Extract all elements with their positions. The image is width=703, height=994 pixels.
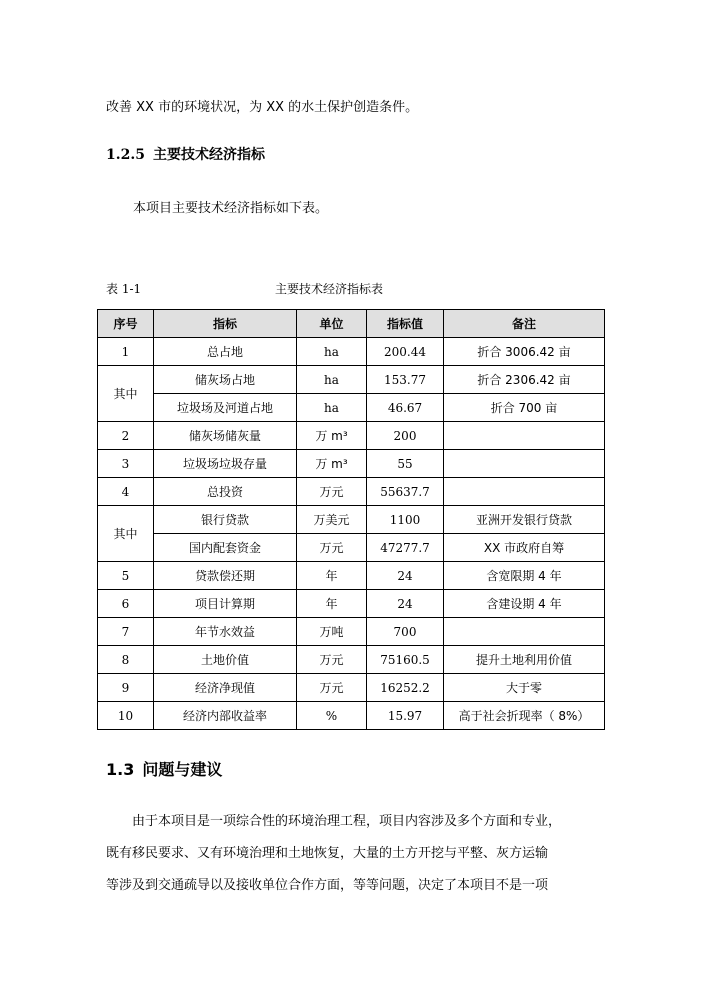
unit-cell: 万 m³ bbox=[297, 450, 367, 478]
group-label: 其中 bbox=[98, 506, 154, 562]
unit-cell: 万 m³ bbox=[297, 422, 367, 450]
section-title: 主要技术经济指标 bbox=[152, 147, 265, 163]
section-title: 问题与建议 bbox=[142, 760, 223, 779]
unit-cell: 万吨 bbox=[297, 618, 367, 646]
unit-cell: ha bbox=[297, 394, 367, 422]
unit-cell: 万元 bbox=[297, 534, 367, 562]
table-row bbox=[98, 646, 605, 674]
row-number: 1 bbox=[98, 338, 154, 366]
section-1-3-paragraph bbox=[106, 806, 598, 902]
value-cell: 46.67 bbox=[367, 394, 444, 422]
table-header-row bbox=[98, 310, 605, 338]
table-row bbox=[98, 338, 605, 366]
indicator-name: 项目计算期 bbox=[154, 590, 297, 618]
section-number: 1.2.5 bbox=[106, 147, 145, 163]
row-number: 6 bbox=[98, 590, 154, 618]
indicator-name: 储灰场储灰量 bbox=[154, 422, 297, 450]
table-row bbox=[98, 674, 605, 702]
table-row bbox=[98, 562, 605, 590]
note-cell: 折合 2306.42 亩 bbox=[444, 366, 605, 394]
note-cell: 含宽限期 4 年 bbox=[444, 562, 605, 590]
header-cell: 序号 bbox=[98, 310, 154, 338]
table-row bbox=[98, 618, 605, 646]
table-row bbox=[98, 394, 605, 422]
unit-cell: 年 bbox=[297, 562, 367, 590]
table-row bbox=[98, 366, 605, 394]
table-row bbox=[98, 450, 605, 478]
value-cell: 55 bbox=[367, 450, 444, 478]
indicator-name: 银行贷款 bbox=[154, 506, 297, 534]
note-cell: 高于社会折现率（ 8%） bbox=[444, 702, 605, 730]
row-number: 9 bbox=[98, 674, 154, 702]
value-cell: 75160.5 bbox=[367, 646, 444, 674]
value-cell: 15.97 bbox=[367, 702, 444, 730]
note-cell bbox=[444, 618, 605, 646]
indicator-name: 土地价值 bbox=[154, 646, 297, 674]
group-label: 其中 bbox=[98, 366, 154, 422]
note-cell: 含建设期 4 年 bbox=[444, 590, 605, 618]
unit-cell: 万美元 bbox=[297, 506, 367, 534]
indicator-name: 总投资 bbox=[154, 478, 297, 506]
table-row bbox=[98, 422, 605, 450]
header-cell: 指标值 bbox=[367, 310, 444, 338]
section-heading-1-2-5 bbox=[106, 144, 265, 164]
value-cell: 1100 bbox=[367, 506, 444, 534]
indicator-name: 垃圾场及河道占地 bbox=[154, 394, 297, 422]
intro-paragraph: 改善 XX 市的环境状况，为 XX 的水土保护创造条件。 bbox=[106, 100, 419, 115]
table-row bbox=[98, 702, 605, 730]
note-cell: XX 市政府自筹 bbox=[444, 534, 605, 562]
value-cell: 700 bbox=[367, 618, 444, 646]
note-cell bbox=[444, 450, 605, 478]
unit-cell: ha bbox=[297, 338, 367, 366]
row-number: 5 bbox=[98, 562, 154, 590]
table-row bbox=[98, 590, 605, 618]
note-cell: 折合 3006.42 亩 bbox=[444, 338, 605, 366]
value-cell: 200 bbox=[367, 422, 444, 450]
value-cell: 24 bbox=[367, 562, 444, 590]
paragraph-line: 既有移民要求、又有环境治理和土地恢复，大量的土方开挖与平整、灰方运输 bbox=[106, 846, 549, 861]
value-cell: 153.77 bbox=[367, 366, 444, 394]
indicator-name: 国内配套资金 bbox=[154, 534, 297, 562]
paragraph-line: 由于本项目是一项综合性的环境治理工程，项目内容涉及多个方面和专业， bbox=[132, 814, 562, 829]
paragraph-line: 等涉及到交通疏导以及接收单位合作方面，等等问题，决定了本项目不是一项 bbox=[106, 878, 549, 893]
unit-cell: 万元 bbox=[297, 674, 367, 702]
section-1-2-5-paragraph: 本项目主要技术经济指标如下表。 bbox=[133, 201, 329, 216]
indicator-name: 经济净现值 bbox=[154, 674, 297, 702]
value-cell: 47277.7 bbox=[367, 534, 444, 562]
unit-cell: % bbox=[297, 702, 367, 730]
section-heading-1-3 bbox=[106, 757, 222, 780]
indicator-name: 垃圾场垃圾存量 bbox=[154, 450, 297, 478]
table-row bbox=[98, 506, 605, 534]
value-cell: 55637.7 bbox=[367, 478, 444, 506]
indicator-name: 经济内部收益率 bbox=[154, 702, 297, 730]
note-cell bbox=[444, 478, 605, 506]
row-number: 7 bbox=[98, 618, 154, 646]
section-number: 1.3 bbox=[106, 760, 135, 779]
table-row bbox=[98, 478, 605, 506]
unit-cell: 年 bbox=[297, 590, 367, 618]
unit-cell: 万元 bbox=[297, 478, 367, 506]
indicator-name: 年节水效益 bbox=[154, 618, 297, 646]
indicator-name: 贷款偿还期 bbox=[154, 562, 297, 590]
table-caption-label: 表 1-1 bbox=[106, 282, 142, 296]
note-cell: 提升土地利用价值 bbox=[444, 646, 605, 674]
header-cell: 备注 bbox=[444, 310, 605, 338]
note-cell: 大于零 bbox=[444, 674, 605, 702]
note-cell: 折合 700 亩 bbox=[444, 394, 605, 422]
row-number: 10 bbox=[98, 702, 154, 730]
row-number: 8 bbox=[98, 646, 154, 674]
value-cell: 16252.2 bbox=[367, 674, 444, 702]
unit-cell: ha bbox=[297, 366, 367, 394]
row-number: 2 bbox=[98, 422, 154, 450]
note-cell bbox=[444, 422, 605, 450]
indicator-name: 总占地 bbox=[154, 338, 297, 366]
header-cell: 指标 bbox=[154, 310, 297, 338]
note-cell: 亚洲开发银行贷款 bbox=[444, 506, 605, 534]
row-number: 3 bbox=[98, 450, 154, 478]
header-cell: 单位 bbox=[297, 310, 367, 338]
value-cell: 200.44 bbox=[367, 338, 444, 366]
value-cell: 24 bbox=[367, 590, 444, 618]
table-row bbox=[98, 534, 605, 562]
row-number: 4 bbox=[98, 478, 154, 506]
table-caption-title: 主要技术经济指标表 bbox=[275, 282, 384, 296]
indicators-table bbox=[97, 309, 605, 730]
indicator-name: 储灰场占地 bbox=[154, 366, 297, 394]
unit-cell: 万元 bbox=[297, 646, 367, 674]
